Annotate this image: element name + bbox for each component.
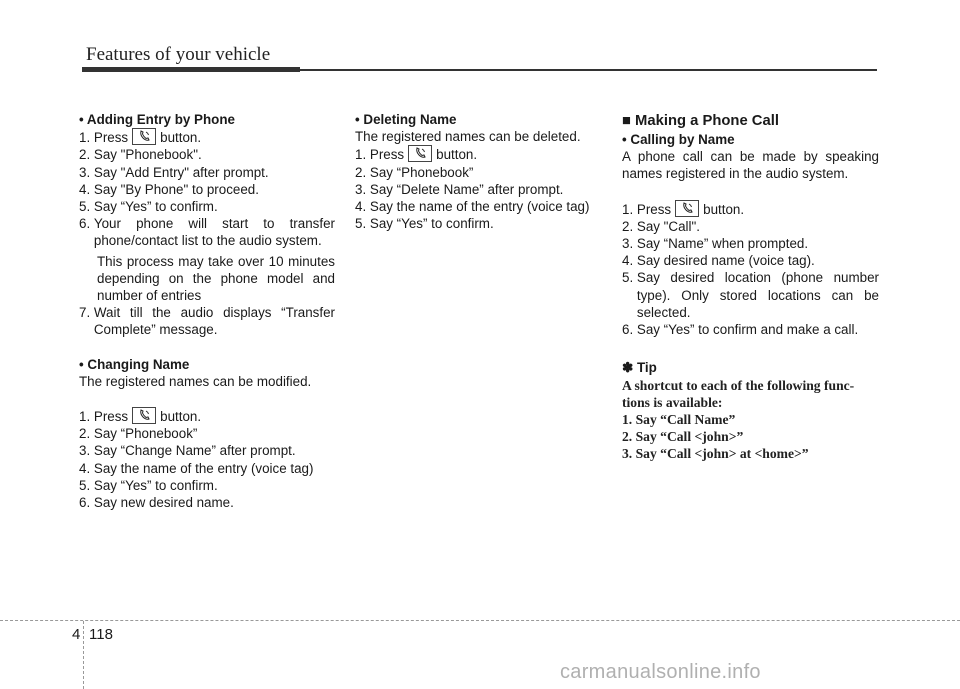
- talk-button-icon: [132, 128, 156, 145]
- footer-divider: [0, 620, 960, 621]
- talk-button-icon: [132, 407, 156, 424]
- step-number: 1.: [622, 201, 637, 217]
- step-text: Say desired location (phone number type). Only stored locations can be selected.: [636, 270, 879, 320]
- calling-step-1: [622, 200, 879, 218]
- section-title-making-call: ■ Making a Phone Call: [622, 113, 779, 129]
- step-text: Press: [636, 201, 672, 217]
- step-number: 1.: [79, 130, 94, 146]
- adding-step-4: 4. Say "By Phone" to proceed.: [79, 181, 259, 197]
- step-text: Your phone will start to transfer phone/contact list to the audio system.: [93, 216, 335, 249]
- step-text: button.: [160, 130, 202, 146]
- adding-step-3: 3. Say "Add Entry" after prompt.: [79, 164, 269, 180]
- tip-heading: ✽ Tip: [622, 360, 657, 376]
- section-title-deleting-name: • Deleting Name: [355, 112, 457, 127]
- calling-intro: A phone call can be made by speaking names registered in the audio system.: [622, 149, 879, 182]
- adding-step-2: 2. Say "Phonebook".: [79, 147, 202, 163]
- column-left: [79, 111, 335, 511]
- calling-step-5: [622, 269, 879, 321]
- calling-step-2: 2. Say "Call".: [622, 218, 700, 234]
- deleting-step-4: 4. Say the name of the entry (voice tag): [355, 199, 590, 215]
- changing-step-6: 6. Say new desired name.: [79, 495, 234, 511]
- step-text: button.: [436, 147, 478, 163]
- tip-line: 1. Say “Call Name”: [622, 412, 736, 428]
- adding-step-5: 5. Say “Yes” to confirm.: [79, 199, 218, 215]
- step-number: 1.: [79, 409, 94, 425]
- deleting-intro: The registered names can be deleted.: [355, 129, 581, 145]
- deleting-step-3: 3. Say “Delete Name” after prompt.: [355, 181, 564, 197]
- step-number: 1.: [355, 147, 370, 163]
- adding-step-1: [79, 128, 335, 146]
- step-text: Press: [93, 130, 129, 146]
- tip-line: A shortcut to each of the following func-: [622, 378, 855, 394]
- step-text: Press: [93, 409, 129, 425]
- adding-step-7: [79, 304, 335, 338]
- changing-step-1: [79, 407, 335, 425]
- step-text: button.: [703, 201, 745, 217]
- watermark-text: carmanualsonline.info: [560, 661, 761, 683]
- adding-step-6: [79, 215, 335, 249]
- calling-step-3: 3. Say “Name” when prompted.: [622, 236, 809, 252]
- column-right: [622, 111, 879, 462]
- step-text: Press: [369, 147, 405, 163]
- deleting-step-5: 5. Say “Yes” to confirm.: [355, 216, 494, 232]
- talk-button-icon: [408, 145, 432, 162]
- tip-body: [622, 378, 879, 462]
- header-rule-thin: [300, 69, 877, 71]
- section-title-adding-entry: • Adding Entry by Phone: [79, 112, 235, 127]
- talk-button-icon: [675, 200, 699, 217]
- footer-vertical-divider: [83, 621, 84, 689]
- changing-intro: The registered names can be modified.: [79, 373, 312, 389]
- deleting-step-2: 2. Say “Phonebook”: [355, 164, 474, 180]
- tip-line: 3. Say “Call <john> at <home>”: [622, 445, 809, 461]
- column-middle: [355, 111, 601, 232]
- step-text: Wait till the audio displays “Transfer Complete” message.: [93, 305, 335, 338]
- step-number: 7.: [79, 305, 94, 321]
- step-number: 5.: [622, 270, 637, 286]
- page-header-title: Features of your vehicle: [86, 44, 271, 65]
- changing-step-5: 5. Say “Yes” to confirm.: [79, 477, 218, 493]
- deleting-step-1: [355, 145, 601, 163]
- tip-line: tions is available:: [622, 395, 723, 411]
- tip-line: 2. Say “Call <john>”: [622, 428, 744, 444]
- step-number: 6.: [79, 216, 94, 232]
- section-title-changing-name: • Changing Name: [79, 356, 190, 372]
- changing-step-2: 2. Say “Phonebook”: [79, 426, 198, 442]
- subsection-title-calling-by-name: • Calling by Name: [622, 132, 735, 147]
- calling-step-4: 4. Say desired name (voice tag).: [622, 253, 815, 269]
- header-rule-thick: [82, 67, 300, 72]
- calling-step-6: 6. Say “Yes” to confirm and make a call.: [622, 322, 859, 338]
- step-text: button.: [160, 409, 202, 425]
- chapter-number: 4: [72, 626, 81, 643]
- changing-step-3: 3. Say “Change Name” after prompt.: [79, 443, 296, 459]
- changing-step-4: 4. Say the name of the entry (voice tag): [79, 460, 314, 476]
- adding-step-6-note: This process may take over 10 minutes depending on the phone model and number of entries: [97, 253, 335, 304]
- page-number: 118: [89, 626, 113, 643]
